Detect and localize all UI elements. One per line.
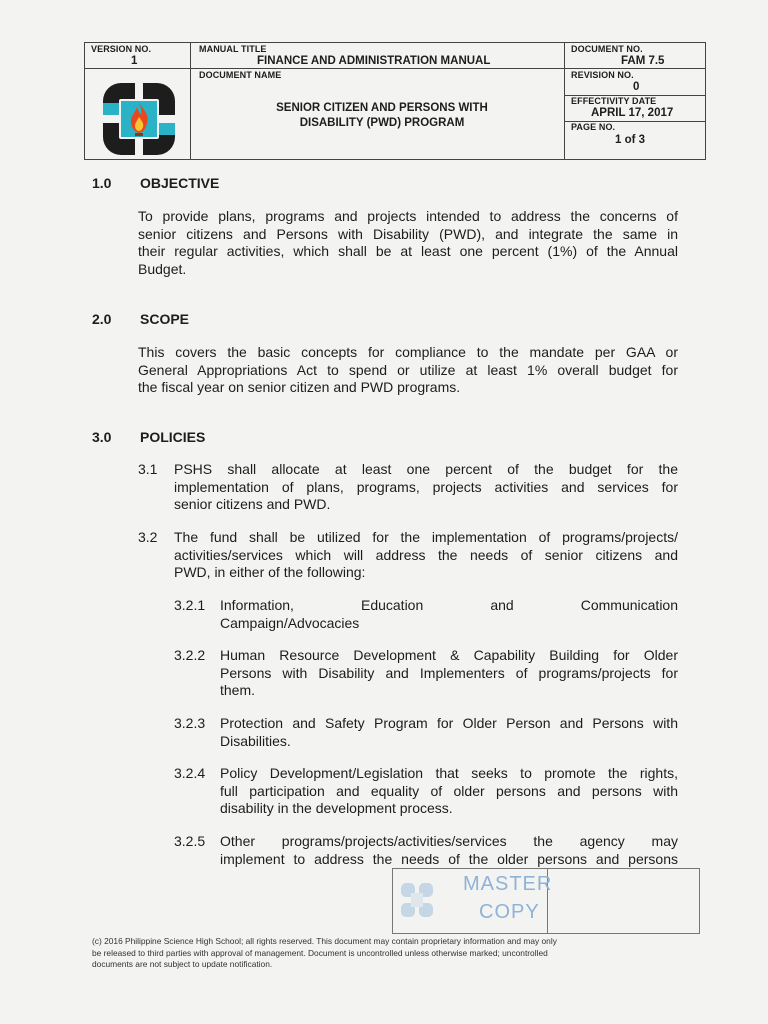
header-divider <box>190 43 191 159</box>
section-number: 1.0 <box>92 175 112 191</box>
item-line: PWD, in either of the following: <box>174 564 366 580</box>
item-number: 3.2.4 <box>174 765 206 781</box>
item-text <box>220 647 678 700</box>
paragraph-line: Budget. <box>138 260 187 277</box>
document-name-line2: DISABILITY (PWD) PROGRAM <box>299 117 465 129</box>
policy-item <box>138 461 678 517</box>
item-number: 3.2.5 <box>174 833 206 849</box>
page-label: PAGE NO. <box>571 122 616 132</box>
item-line: them. <box>220 682 256 698</box>
sub-item <box>174 765 678 821</box>
paragraph-line: the fiscal year on senior citizen and PWD programs. <box>138 379 461 395</box>
item-line: activities/services which will address the needs of senior citizens and <box>174 546 678 563</box>
section-title: OBJECTIVE <box>140 175 220 191</box>
effectivity-value: APRIL 17, 2017 <box>591 107 674 119</box>
version-value: 1 <box>131 55 138 67</box>
revision-value: 0 <box>633 81 640 93</box>
item-line: Policy Development/Legislation that seeks to promote the rights, <box>220 765 678 781</box>
item-text <box>220 765 678 818</box>
item-line: Other programs/projects/activities/services the agency may <box>220 833 678 849</box>
section-heading-scope <box>92 311 292 331</box>
document-no-label: DOCUMENT NO. <box>571 44 643 54</box>
item-text <box>220 597 678 632</box>
item-line: Disabilities. <box>220 732 291 749</box>
sub-item <box>174 647 678 703</box>
stamp-text: MASTER <box>463 873 553 895</box>
paragraph-line: General Appropriations Act to spend or utilize at least 1% overall budget for <box>138 361 678 378</box>
header-divider <box>190 68 564 69</box>
item-text <box>220 715 678 750</box>
item-line: Human Resource Development & Capability Building for Older <box>220 647 678 663</box>
item-line: disability in the development process. <box>220 800 453 816</box>
policy-item <box>138 529 678 585</box>
item-text <box>174 461 678 514</box>
sub-item <box>174 833 678 873</box>
document-name-label: DOCUMENT NAME <box>199 70 282 80</box>
section-heading-objective <box>92 175 292 195</box>
item-line: Campaign/Advocacies <box>220 614 360 631</box>
item-line: The fund shall be utilized for the implementation of programs/projects/ <box>174 529 678 545</box>
item-line: implementation of plans, programs, projects activities and services for <box>174 478 678 495</box>
item-line: Information, Education and Communication <box>220 597 678 613</box>
item-line: Persons with Disability and Implementers of programs/projects for <box>220 664 678 681</box>
pshs-logo-icon <box>99 79 179 159</box>
sub-item <box>174 715 678 755</box>
footer-line: (c) 2016 Philippine Science High School; all rights reserved. This document may contain proprietary information and may only <box>92 936 557 946</box>
item-line: Protection and Safety Program for Older Person and Persons with <box>220 715 678 731</box>
item-line: implement to address the needs of the older persons and persons <box>220 850 678 867</box>
paragraph-line: To provide plans, programs and projects intended to address the concerns of <box>138 208 678 224</box>
manual-title-label: MANUAL TITLE <box>199 44 267 54</box>
copyright-footer <box>92 936 692 971</box>
item-text <box>220 833 678 868</box>
item-number: 3.1 <box>138 461 158 477</box>
sub-item <box>174 597 678 637</box>
paragraph-line: This covers the basic concepts for compliance to the mandate per GAA or <box>138 344 678 360</box>
footer-line: be released to third parties with approval of management. Document is uncontrolled unless otherwise marked; uncontrolled <box>92 947 548 958</box>
paragraph-line: their regular activities, which shall be at least one percent (1%) of the Annual <box>138 243 678 259</box>
master-copy-stamp <box>392 868 700 934</box>
page-value: 1 of 3 <box>615 134 646 146</box>
version-label: VERSION NO. <box>91 44 152 54</box>
document-name-line1: SENIOR CITIZEN AND PERSONS WITH <box>276 102 488 114</box>
section-title: SCOPE <box>140 311 190 327</box>
item-line: full participation and equality of older persons and persons with <box>220 782 678 799</box>
stamp-text: COPY <box>479 901 540 923</box>
revision-label: REVISION NO. <box>571 70 634 80</box>
section-title: POLICIES <box>140 429 206 445</box>
objective-paragraph <box>138 208 678 278</box>
header-divider <box>85 68 190 69</box>
document-no-value: FAM 7.5 <box>621 55 665 67</box>
header-divider <box>564 68 705 69</box>
item-text <box>174 529 678 582</box>
item-number: 3.2 <box>138 529 158 545</box>
section-number: 3.0 <box>92 429 112 445</box>
header-divider <box>564 43 565 159</box>
item-line: PSHS shall allocate at least one percent of the budget for the <box>174 461 678 477</box>
item-line: senior citizens and PWD. <box>174 496 331 512</box>
document-header-table <box>84 42 706 160</box>
footer-line: documents are not subject to update notification. <box>92 959 273 969</box>
section-number: 2.0 <box>92 311 112 327</box>
paragraph-line: senior citizens and Persons with Disability (PWD), and integrate the same in <box>138 225 678 242</box>
item-number: 3.2.3 <box>174 715 206 731</box>
manual-title-value: FINANCE AND ADMINISTRATION MANUAL <box>257 55 491 67</box>
scope-paragraph <box>138 344 678 397</box>
pshs-watermark-icon <box>397 873 437 929</box>
item-number: 3.2.2 <box>174 647 206 663</box>
item-number: 3.2.1 <box>174 597 206 613</box>
section-heading-policies <box>92 429 292 449</box>
effectivity-label: EFFECTIVITY DATE <box>571 96 657 106</box>
